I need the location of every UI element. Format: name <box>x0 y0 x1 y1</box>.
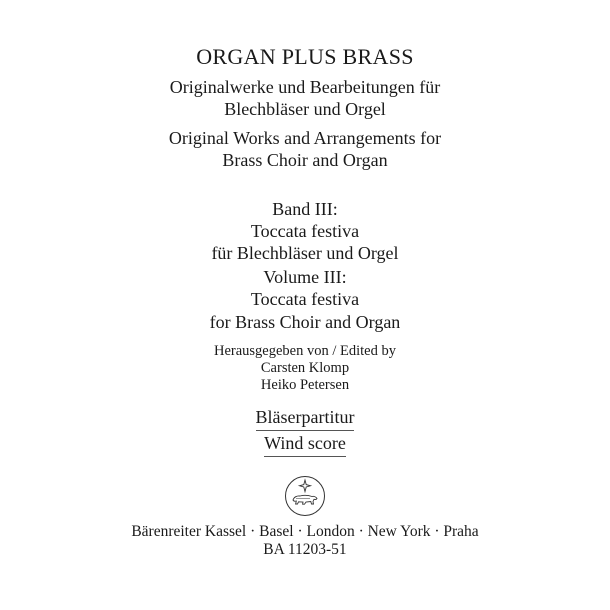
score-type-en: Wind score <box>264 434 346 457</box>
score-type-de: Bläserpartitur <box>256 408 355 431</box>
volume-en-work: Toccata festiva <box>250 289 360 309</box>
volume-en-scoring: for Brass Choir and Organ <box>209 312 401 332</box>
editor-2: Heiko Petersen <box>260 377 350 393</box>
editor-1: Carsten Klomp <box>260 360 350 376</box>
publisher-line: Bärenreiter Kassel · Basel · London · New York · Praha <box>131 523 479 540</box>
volume-en-number: Volume III: <box>263 267 347 287</box>
subtitle-en-line-2: Brass Choir and Organ <box>222 150 388 170</box>
volume-de-scoring: für Blechbläser und Orgel <box>211 243 399 263</box>
volume-de-number: Band III: <box>272 199 338 219</box>
baerenreiter-bear-star-logo-icon <box>284 475 326 517</box>
subtitle-de-line-1: Originalwerke und Bearbeitungen für <box>169 77 441 97</box>
subtitle-de-line-2: Blechbläser und Orgel <box>224 99 386 119</box>
catalog-number: BA 11203-51 <box>263 541 347 558</box>
volume-de-work: Toccata festiva <box>250 221 360 241</box>
series-title: ORGAN PLUS BRASS <box>196 44 414 69</box>
subtitle-en-line-1: Original Works and Arrangements for <box>168 128 442 148</box>
editors-label: Herausgegeben von / Edited by <box>213 343 396 359</box>
